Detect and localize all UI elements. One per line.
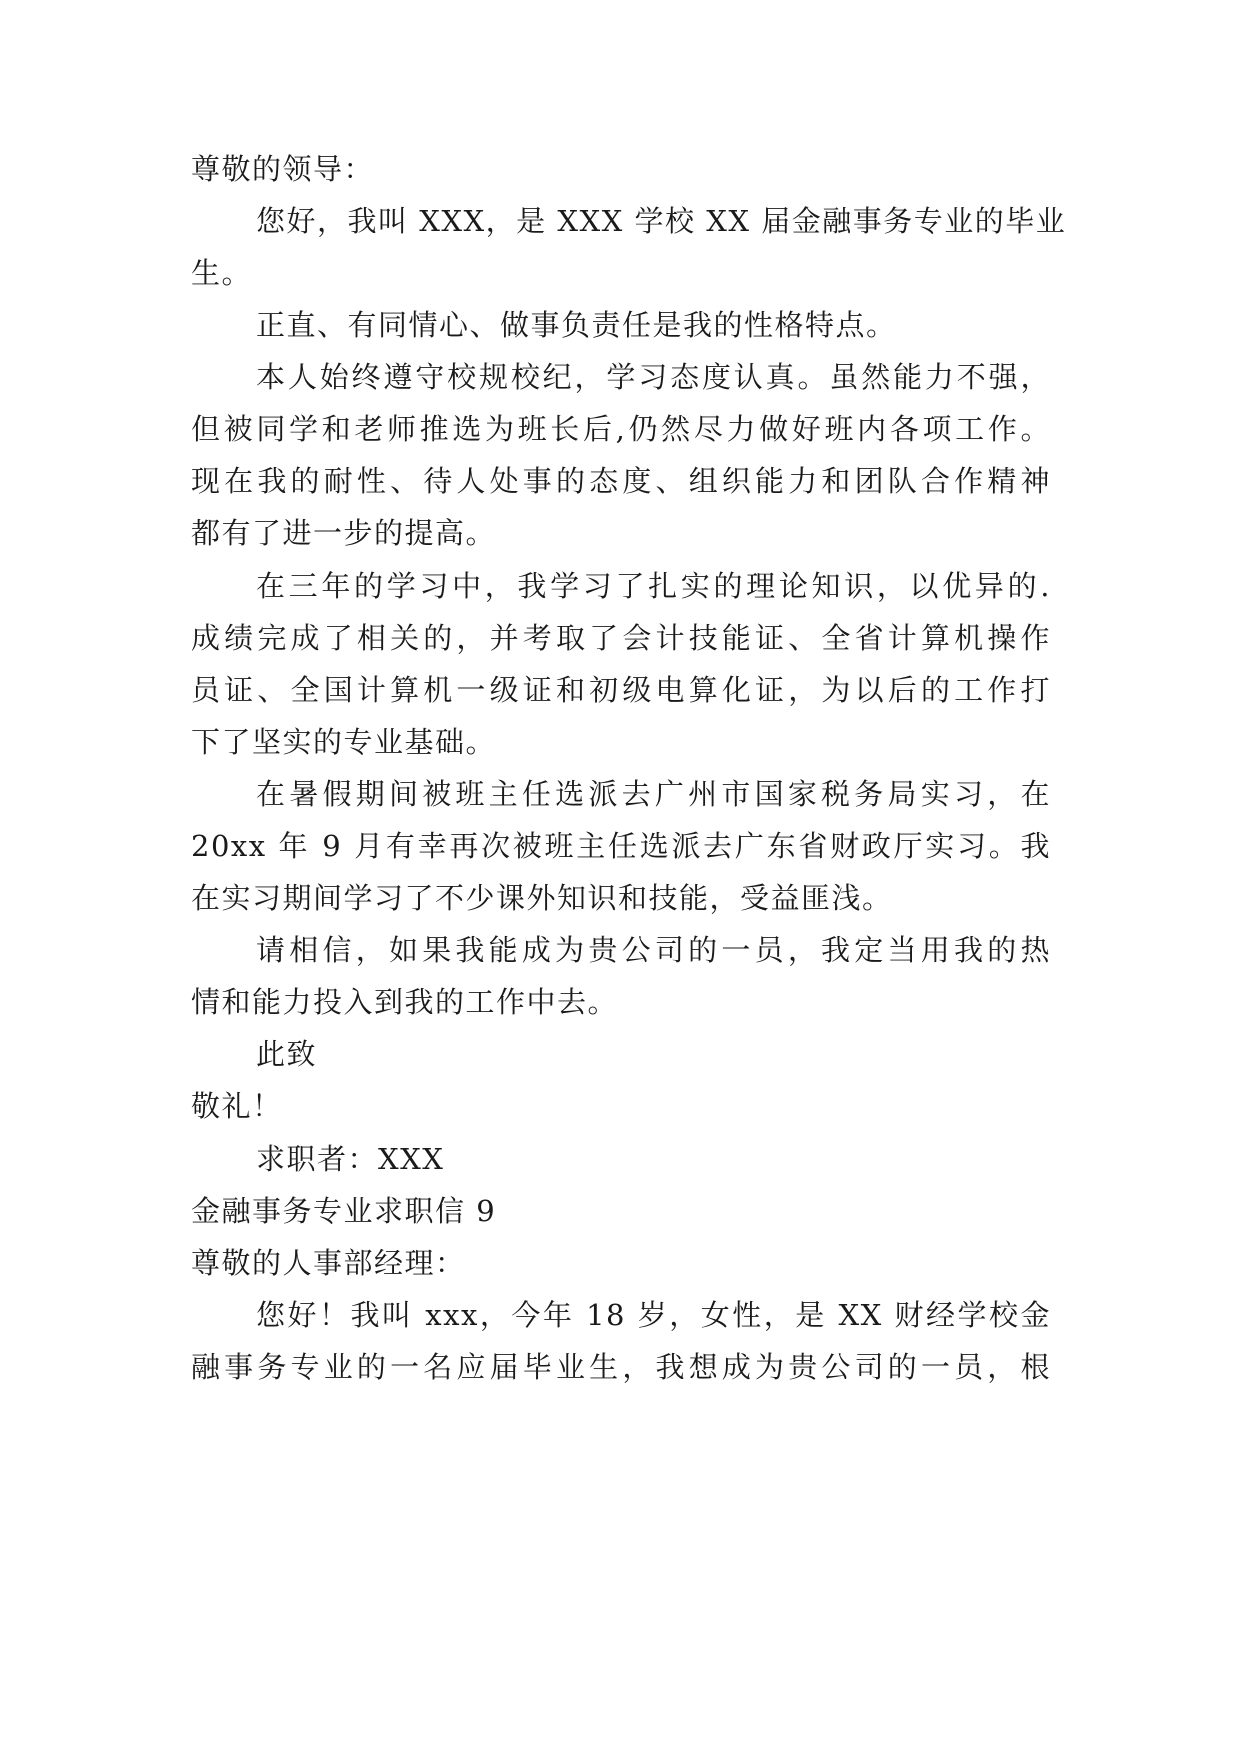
signature: 求职者：XXX [256,1142,445,1176]
closing-line: 此致 [256,1037,318,1071]
paragraph-line: 本人始终遵守校规校纪，学习态度认真。虽然能力不强， [256,360,1051,394]
paragraph-line: 生。 [191,256,253,290]
paragraph-line: 请相信，如果我能成为贵公司的一员，我定当用我的热 [256,933,1051,967]
paragraph-line: 成绩完成了相关的，并考取了会计技能证、全省计算机操作 [191,621,1051,655]
paragraph-line: 正直、有同情心、做事负责任是我的性格特点。 [256,308,897,342]
paragraph-line: 现在我的耐性、待人处事的态度、组织能力和团队合作精神 [191,464,1051,498]
section-title: 金融事务专业求职信 9 [191,1194,497,1228]
salutation: 尊敬的人事部经理： [191,1246,466,1280]
closing-line: 敬礼！ [191,1089,283,1123]
paragraph-line: 员证、全国计算机一级证和初级电算化证，为以后的工作打 [191,673,1051,707]
paragraph-line: 情和能力投入到我的工作中去。 [191,985,619,1019]
paragraph-line: 在暑假期间被班主任选派去广州市国家税务局实习，在 [256,777,1051,811]
paragraph-line: 但被同学和老师推选为班长后,仍然尽力做好班内各项工作。 [191,412,1051,446]
paragraph-line: 在实习期间学习了不少课外知识和技能，受益匪浅。 [191,881,893,915]
paragraph-line: 融事务专业的一名应届毕业生，我想成为贵公司的一员，根 [191,1350,1051,1384]
paragraph-line: 在三年的学习中，我学习了扎实的理论知识，以优异的. [256,569,1051,603]
paragraph-line: 下了坚实的专业基础。 [191,725,497,759]
salutation: 尊敬的领导： [191,152,375,186]
paragraph-line: 您好！我叫 xxx，今年 18 岁，女性，是 XX 财经学校金 [256,1298,1051,1332]
paragraph-line: 20xx 年 9 月有幸再次被班主任选派去广东省财政厅实习。我 [191,829,1051,863]
paragraph-line: 都有了进一步的提高。 [191,516,497,550]
paragraph-line: 您好，我叫 XXX，是 XXX 学校 XX 届金融事务专业的毕业 [256,204,1067,238]
